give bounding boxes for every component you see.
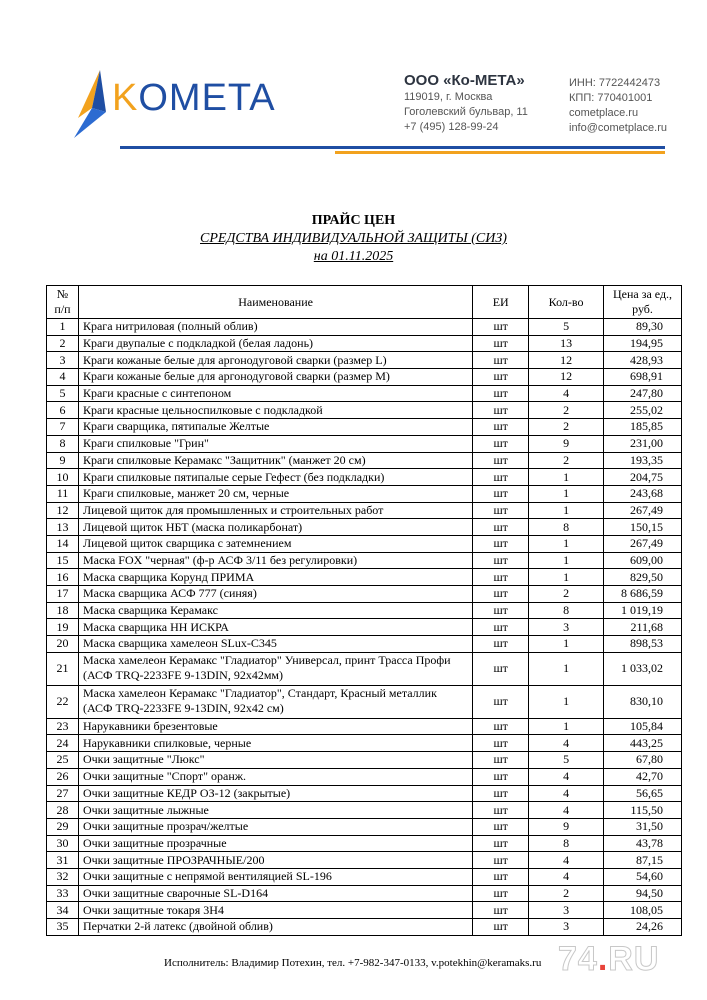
cell-num: 6 [47,402,79,419]
col-name: Наименование [78,286,472,319]
cell-qty: 9 [529,818,604,835]
comet-logo-icon [72,68,112,138]
header-divider-blue [120,146,665,149]
cell-unit: шт [473,485,529,502]
cell-name: Маска хамелеон Керамакс "Гладиатор" Универсал, принт Трасса Профи (АСФ TRQ-2233FE 9-13DIN, 92x42мм) [78,652,472,685]
cell-num: 12 [47,502,79,519]
cell-name: Маска хамелеон Керамакс "Гладиатор", Стандарт, Красный металлик (АСФ TRQ-2233FE 9-13DIN, 92x42 см) [78,685,472,718]
cell-price: 1 033,02 [604,652,682,685]
cell-num: 27 [47,785,79,802]
cell-qty: 4 [529,852,604,869]
table-row [47,885,682,902]
cell-name: Маска сварщика НН ИСКРА [78,619,472,636]
page-title: ПРАЙС ЦЕН [311,213,396,228]
cell-price: 54,60 [604,868,682,885]
cell-unit: шт [473,685,529,718]
col-num: № п/п [47,286,79,319]
cell-unit: шт [473,619,529,636]
cell-unit: шт [473,902,529,919]
cell-qty: 5 [529,319,604,336]
cell-unit: шт [473,835,529,852]
cell-price: 247,80 [604,385,682,402]
cell-qty: 12 [529,352,604,369]
cell-name: Перчатки 2-й латекс (двойной облив) [78,919,472,936]
cell-unit: шт [473,919,529,936]
cell-qty: 2 [529,885,604,902]
table-row [47,802,682,819]
cell-num: 34 [47,902,79,919]
table-header-row [47,286,682,319]
cell-name: Очки защитные токаря 3Н4 [78,902,472,919]
table-row [47,868,682,885]
table-row [47,652,682,685]
cell-price: 243,68 [604,485,682,502]
cell-unit: шт [473,885,529,902]
table-row [47,569,682,586]
cell-unit: шт [473,569,529,586]
cell-num: 4 [47,369,79,386]
cell-num: 9 [47,452,79,469]
cell-num: 29 [47,818,79,835]
cell-qty: 3 [529,902,604,919]
cell-unit: шт [473,419,529,436]
cell-price: 56,65 [604,785,682,802]
cell-num: 35 [47,919,79,936]
cell-num: 31 [47,852,79,869]
cell-price: 94,50 [604,885,682,902]
table-row [47,636,682,653]
cell-num: 11 [47,485,79,502]
cell-unit: шт [473,402,529,419]
cell-name: Маска сварщика Корунд ПРИМА [78,569,472,586]
cell-qty: 9 [529,435,604,452]
cell-qty: 4 [529,735,604,752]
cell-unit: шт [473,519,529,536]
cell-name: Очки защитные прозрач/желтые [78,818,472,835]
table-row [47,685,682,718]
table-row [47,785,682,802]
table-row [47,835,682,852]
cell-price: 898,53 [604,636,682,653]
company-phone: +7 (495) 128-99-24 [404,121,499,133]
cell-qty: 8 [529,602,604,619]
cell-qty: 1 [529,718,604,735]
cell-unit: шт [473,552,529,569]
cell-name: Маска сварщика хамелеон SLux-C345 [78,636,472,653]
cell-qty: 1 [529,552,604,569]
cell-unit: шт [473,818,529,835]
cell-qty: 4 [529,385,604,402]
table-row [47,469,682,486]
cell-qty: 1 [529,502,604,519]
cell-name: Краги спилковые пятипалые серые Гефест (без подкладки) [78,469,472,486]
cell-price: 115,50 [604,802,682,819]
cell-qty: 1 [529,652,604,685]
cell-unit: шт [473,319,529,336]
cell-unit: шт [473,602,529,619]
cell-unit: шт [473,652,529,685]
table-row [47,619,682,636]
cell-qty: 8 [529,519,604,536]
cell-num: 1 [47,319,79,336]
cell-name: Маска сварщика АСФ 777 (синяя) [78,586,472,603]
cell-name: Маска сварщика Керамакс [78,602,472,619]
cell-unit: шт [473,452,529,469]
cell-name: Лицевой щиток для промышленных и строительных работ [78,502,472,519]
cell-name: Очки защитные "Спорт" оранж. [78,768,472,785]
cell-name: Краги кожаные белые для аргонодуговой сварки (размер L) [78,352,472,369]
cell-num: 19 [47,619,79,636]
cell-unit: шт [473,385,529,402]
cell-unit: шт [473,735,529,752]
cell-name: Очки защитные прозрачные [78,835,472,852]
table-row [47,435,682,452]
cell-qty: 1 [529,569,604,586]
cell-qty: 1 [529,535,604,552]
col-unit: ЕИ [473,286,529,319]
cell-price: 87,15 [604,852,682,869]
company-address-line: 119019, г. Москва [404,91,493,103]
table-row [47,718,682,735]
price-table [46,285,682,936]
cell-num: 20 [47,636,79,653]
cell-price: 194,95 [604,335,682,352]
cell-qty: 2 [529,586,604,603]
cell-num: 28 [47,802,79,819]
cell-unit: шт [473,768,529,785]
logo-wordmark: KOMETA [112,77,276,119]
cell-price: 43,78 [604,835,682,852]
cell-price: 1 019,19 [604,602,682,619]
table-row [47,369,682,386]
cell-qty: 4 [529,785,604,802]
cell-qty: 12 [529,369,604,386]
cell-num: 18 [47,602,79,619]
website-link[interactable]: cometplace.ru [569,107,639,119]
company-info [404,72,528,135]
cell-num: 25 [47,752,79,769]
cell-qty: 13 [529,335,604,352]
cell-price: 204,75 [604,469,682,486]
cell-name: Краги сварщика, пятипалые Желтые [78,419,472,436]
email-link[interactable]: info@cometplace.ru [569,122,667,134]
cell-unit: шт [473,852,529,869]
company-requisites [569,76,667,136]
cell-unit: шт [473,718,529,735]
cell-price: 24,26 [604,919,682,936]
cell-num: 8 [47,435,79,452]
table-row [47,735,682,752]
table-row [47,818,682,835]
cell-price: 108,05 [604,902,682,919]
cell-name: Краги кожаные белые для аргонодуговой сварки (размер M) [78,369,472,386]
cell-qty: 4 [529,768,604,785]
cell-num: 30 [47,835,79,852]
watermark: 74.RU [558,940,660,978]
cell-name: Очки защитные КЕДР ОЗ-12 (закрытые) [78,785,472,802]
company-logo [72,68,292,138]
cell-name: Маска FOX "черная" (ф-р АСФ 3/11 без регулировки) [78,552,472,569]
cell-price: 185,85 [604,419,682,436]
table-row [47,319,682,336]
cell-name: Лицевой щиток НБТ (маска поликарбонат) [78,519,472,536]
cell-price: 231,00 [604,435,682,452]
table-row [47,752,682,769]
cell-qty: 1 [529,685,604,718]
cell-price: 830,10 [604,685,682,718]
table-row [47,586,682,603]
cell-name: Краги спилковые Керамакс "Защитник" (манжет 20 см) [78,452,472,469]
cell-unit: шт [473,586,529,603]
table-row [47,852,682,869]
cell-price: 829,50 [604,569,682,586]
cell-unit: шт [473,535,529,552]
col-price: Цена за ед., руб. [604,286,682,319]
letterhead [0,0,707,180]
cell-unit: шт [473,369,529,386]
cell-num: 24 [47,735,79,752]
page-subtitle: СРЕДСТВА ИНДИВИДУАЛЬНОЙ ЗАЩИТЫ (СИЗ) [200,231,507,246]
table-row [47,902,682,919]
cell-unit: шт [473,469,529,486]
col-qty: Кол-во [529,286,604,319]
cell-name: Очки защитные с непрямой вентиляцией SL-196 [78,868,472,885]
cell-qty: 3 [529,919,604,936]
cell-qty: 2 [529,452,604,469]
cell-price: 698,91 [604,369,682,386]
cell-unit: шт [473,802,529,819]
cell-name: Краги красные с синтепоном [78,385,472,402]
company-name: ООО «Ко-МЕТА» [404,72,525,89]
cell-qty: 1 [529,469,604,486]
cell-qty: 3 [529,619,604,636]
cell-qty: 4 [529,802,604,819]
cell-price: 193,35 [604,452,682,469]
table-row [47,768,682,785]
cell-name: Очки защитные лыжные [78,802,472,819]
footer-contact: Исполнитель: Владимир Потехин, тел. +7-982-347-0133, v.potekhin@keramaks.ru [164,957,542,969]
table-row [47,552,682,569]
table-row [47,535,682,552]
cell-num: 26 [47,768,79,785]
cell-price: 443,25 [604,735,682,752]
cell-qty: 2 [529,419,604,436]
cell-name: Очки защитные "Люкс" [78,752,472,769]
cell-name: Краги спилковые "Грин" [78,435,472,452]
table-row [47,335,682,352]
cell-price: 211,68 [604,619,682,636]
table-row [47,402,682,419]
table-body [47,319,682,936]
cell-num: 17 [47,586,79,603]
cell-name: Крага нитриловая (полный облив) [78,319,472,336]
cell-num: 3 [47,352,79,369]
cell-num: 2 [47,335,79,352]
cell-price: 609,00 [604,552,682,569]
cell-unit: шт [473,752,529,769]
cell-price: 67,80 [604,752,682,769]
cell-qty: 5 [529,752,604,769]
cell-name: Нарукавники спилковые, черные [78,735,472,752]
cell-num: 23 [47,718,79,735]
cell-name: Краги двупалые с подкладкой (белая ладонь) [78,335,472,352]
cell-price: 8 686,59 [604,586,682,603]
cell-price: 42,70 [604,768,682,785]
table-row [47,419,682,436]
cell-name: Краги спилковые, манжет 20 см, черные [78,485,472,502]
price-date: на 01.11.2025 [313,249,394,264]
cell-num: 16 [47,569,79,586]
cell-price: 428,93 [604,352,682,369]
company-address-line: Гоголевский бульвар, 11 [404,106,528,118]
table-row [47,385,682,402]
cell-name: Нарукавники брезентовые [78,718,472,735]
cell-unit: шт [473,868,529,885]
cell-unit: шт [473,785,529,802]
cell-num: 33 [47,885,79,902]
table-row [47,519,682,536]
cell-num: 22 [47,685,79,718]
cell-num: 21 [47,652,79,685]
cell-num: 14 [47,535,79,552]
cell-unit: шт [473,502,529,519]
document-title [0,212,707,266]
cell-num: 10 [47,469,79,486]
table-row [47,919,682,936]
table-row [47,602,682,619]
cell-price: 267,49 [604,535,682,552]
cell-name: Лицевой щиток сварщика с затемнением [78,535,472,552]
inn: ИНН: 7722442473 [569,77,661,89]
cell-unit: шт [473,435,529,452]
cell-price: 105,84 [604,718,682,735]
cell-unit: шт [473,352,529,369]
cell-num: 5 [47,385,79,402]
cell-qty: 4 [529,868,604,885]
table-row [47,485,682,502]
cell-qty: 1 [529,636,604,653]
table-row [47,352,682,369]
cell-unit: шт [473,636,529,653]
cell-qty: 1 [529,485,604,502]
cell-name: Очки защитные сварочные SL-D164 [78,885,472,902]
cell-unit: шт [473,335,529,352]
kpp: КПП: 770401001 [569,92,653,104]
cell-name: Очки защитные ПРОЗРАЧНЫЕ/200 [78,852,472,869]
header-divider-orange [335,151,665,154]
table-row [47,502,682,519]
cell-qty: 8 [529,835,604,852]
cell-num: 32 [47,868,79,885]
cell-price: 31,50 [604,818,682,835]
cell-price: 150,15 [604,519,682,536]
cell-num: 13 [47,519,79,536]
cell-price: 267,49 [604,502,682,519]
cell-num: 7 [47,419,79,436]
cell-num: 15 [47,552,79,569]
cell-price: 89,30 [604,319,682,336]
cell-price: 255,02 [604,402,682,419]
cell-qty: 2 [529,402,604,419]
table-row [47,452,682,469]
cell-name: Краги красные цельноспилковые с подкладкой [78,402,472,419]
